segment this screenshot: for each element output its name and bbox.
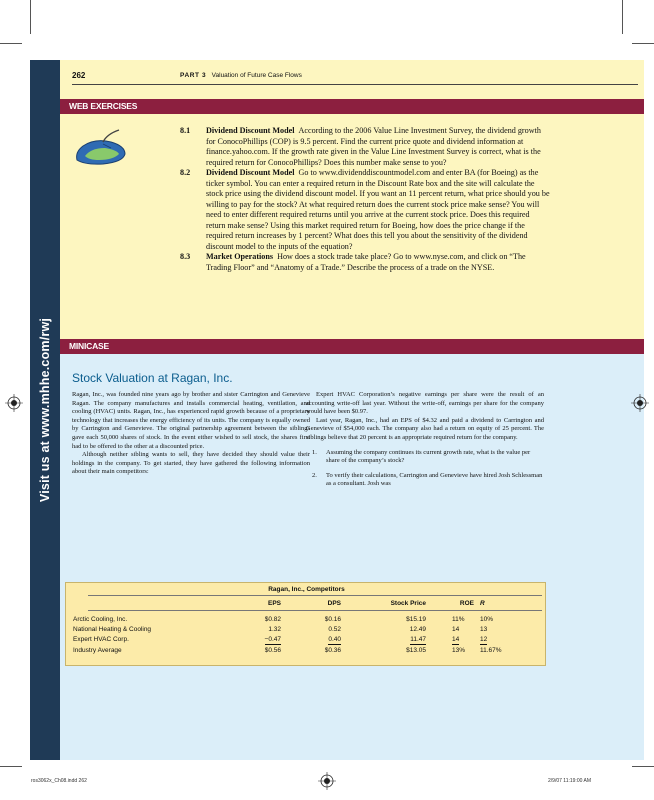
minicase-paragraph: Although neither sibling wants to sell, they have decided they should value their holdings in the company. To get started, they have gathered the following information about their main competitors: [72, 451, 310, 476]
minicase-paragraph: Expert HVAC Corporation’s negative earnings per share were the result of an accounting write-off last year. Without the write-off, earnings per share for the company would have been $0.97. [306, 391, 544, 416]
table-row-name: National Heating & Cooling [73, 626, 152, 633]
table-row-name: Expert HVAC Corp. [73, 636, 129, 643]
table-cell-dps: 0.52 [328, 626, 341, 633]
footer-file-info: ros3062x_Ch08.indd 262 [31, 778, 87, 784]
table-title: Ragan, Inc., Competitors [268, 586, 345, 593]
table-rule [88, 595, 542, 596]
question-text: Assuming the company continues its current growth rate, what is the value per share of the company’s stock? [326, 448, 531, 465]
exercise-number: 8.1 [180, 126, 191, 135]
footer-timestamp: 2/9/07 11:19:00 AM [548, 778, 591, 784]
web-exercise-item [180, 168, 550, 252]
part-label: PART 3 [180, 72, 207, 79]
minicase-paragraph: Ragan, Inc., was founded nine years ago by brother and sister Carrington and Genevieve Ragan. The company manufactures and installs commercial heating, ventilation, and cooling (HVAC) units. Ragan, Inc., has experienced rapid growth because of a proprietary technology that increases the energy efficiency of its units. The company is equally owned by Carrington and Genevieve. The original partnership agreement between the siblings gave each 50,000 shares of stock. In the event either wished to sell stock, the shares first had to be offered to the other at a discounted price. [72, 391, 310, 450]
table-cell-eps: 1.32 [268, 626, 281, 633]
exercise-title: Dividend Discount Model [206, 168, 295, 177]
table-cell-r: 11.67% [480, 647, 502, 654]
question-number: 1. [312, 448, 317, 456]
question-number: 2. [312, 471, 317, 479]
minicase-heading: MINICASE [69, 341, 109, 351]
header-rule [72, 84, 638, 85]
exercise-number: 8.2 [180, 168, 191, 177]
question-text: To verify their calculations, Carrington and Genevieve have hired Josh Schlessman as a consultant. Josh was [326, 471, 543, 488]
table-cell-price: 12.49 [409, 626, 426, 633]
column-header-roe: ROE [459, 600, 474, 607]
table-cell-r: 13 [480, 626, 488, 633]
crop-mark [30, 0, 31, 34]
table-cell-eps: $0.82 [264, 616, 281, 623]
minicase-question [306, 472, 544, 489]
exercise-title: Market Operations [206, 252, 274, 261]
web-exercise-item [180, 252, 550, 273]
minicase-paragraph: Last year, Ragan, Inc., had an EPS of $4.32 and paid a dividend to Carrington and Genevieve of $54,000 each. The company also had a return on equity of 25 percent. The siblings believe that 20 percent is an appropriate required return for the company. [306, 416, 544, 441]
minicase-title: Stock Valuation at Ragan, Inc. [72, 371, 233, 385]
crop-mark [0, 43, 22, 44]
page-number: 262 [72, 71, 86, 80]
sidebar-url-text: Visit us at www.mhhe.com/rwj [38, 317, 52, 503]
minicase-question [306, 449, 544, 466]
table-cell-r: 10% [480, 616, 494, 623]
minicase-bar [60, 339, 644, 354]
web-exercises-heading: WEB EXERCISES [69, 101, 138, 111]
crop-mark [0, 766, 22, 767]
exercise-number: 8.3 [180, 252, 191, 261]
column-header-r: R [480, 600, 485, 607]
web-exercise-item [180, 126, 550, 168]
minicase-right-column [306, 391, 544, 489]
exercise-text: According to the 2006 Value Line Investment Survey, the dividend growth for ConocoPhillips (COP) is 9.5 percent. Find the current price quote and dividend information at finance.yahoo.com. If the growth rate given in the Value Line Investment Survey is correct, what is the required return for ConocoPhillips? Does this number make sense to you? [206, 126, 541, 167]
part-title: Valuation of Future Case Flows [211, 72, 302, 79]
exercise-text: How does a stock trade take place? Go to www.nyse.com, and click on “The Trading Floor” and “Anatomy of a Trade.” Describe the process of a trade on the NYSE. [206, 252, 526, 272]
table-cell-roe: 13% [452, 647, 466, 654]
table-cell-dps: 0.40 [328, 636, 341, 643]
exercise-title: Dividend Discount Model [206, 126, 295, 135]
registration-mark-icon [631, 394, 649, 412]
crop-mark [632, 43, 654, 44]
table-cell-roe: 14 [452, 626, 460, 633]
table-row-name: Arctic Cooling, Inc. [73, 616, 128, 623]
column-header-stock-price: Stock Price [390, 600, 426, 607]
table-cell-roe: 11% [452, 616, 465, 623]
table-cell-eps: $0.56 [264, 647, 281, 654]
web-exercises-bar [60, 99, 644, 114]
table-cell-eps: −0.47 [264, 636, 281, 643]
computer-mouse-icon [73, 126, 129, 166]
column-header-eps: EPS [267, 600, 281, 607]
running-head [180, 72, 302, 79]
crop-mark [632, 766, 654, 767]
registration-mark-icon [318, 772, 336, 790]
crop-mark [622, 0, 623, 34]
competitors-table [65, 582, 546, 666]
registration-mark-icon [5, 394, 23, 412]
table-cell-dps: $0.16 [324, 616, 341, 623]
table-cell-price: $13.05 [406, 647, 426, 654]
table-cell-r: 12 [480, 636, 488, 643]
minicase-left-column [72, 391, 310, 477]
table-cell-roe: 14 [452, 636, 460, 643]
table-cell-dps: $0.36 [324, 647, 341, 654]
table-rule [88, 610, 542, 611]
column-header-dps: DPS [327, 600, 341, 607]
web-exercise-list [180, 126, 550, 273]
table-cell-price: 11.47 [410, 636, 426, 643]
table-row-name: Industry Average [73, 647, 122, 654]
table-cell-price: $15.19 [406, 616, 426, 623]
exercise-text: Go to www.dividenddiscountmodel.com and enter BA (for Boeing) as the ticker symbol. You can enter a required return in the Discount Rate box and the site will calculate the stock price using the dividend discount model. If you want an 11 percent return, what price should you be willing to pay for the stock? At what required return does the current stock price make sense? You will need to enter different required returns until you arrive at the current stock price. Does this required return make sense? Using this market required return for Boeing, how does the price change if the required return increases by 1 percent? What does this tell you about the sensitivity of the dividend discount model to the inputs of the equation? [206, 168, 550, 251]
